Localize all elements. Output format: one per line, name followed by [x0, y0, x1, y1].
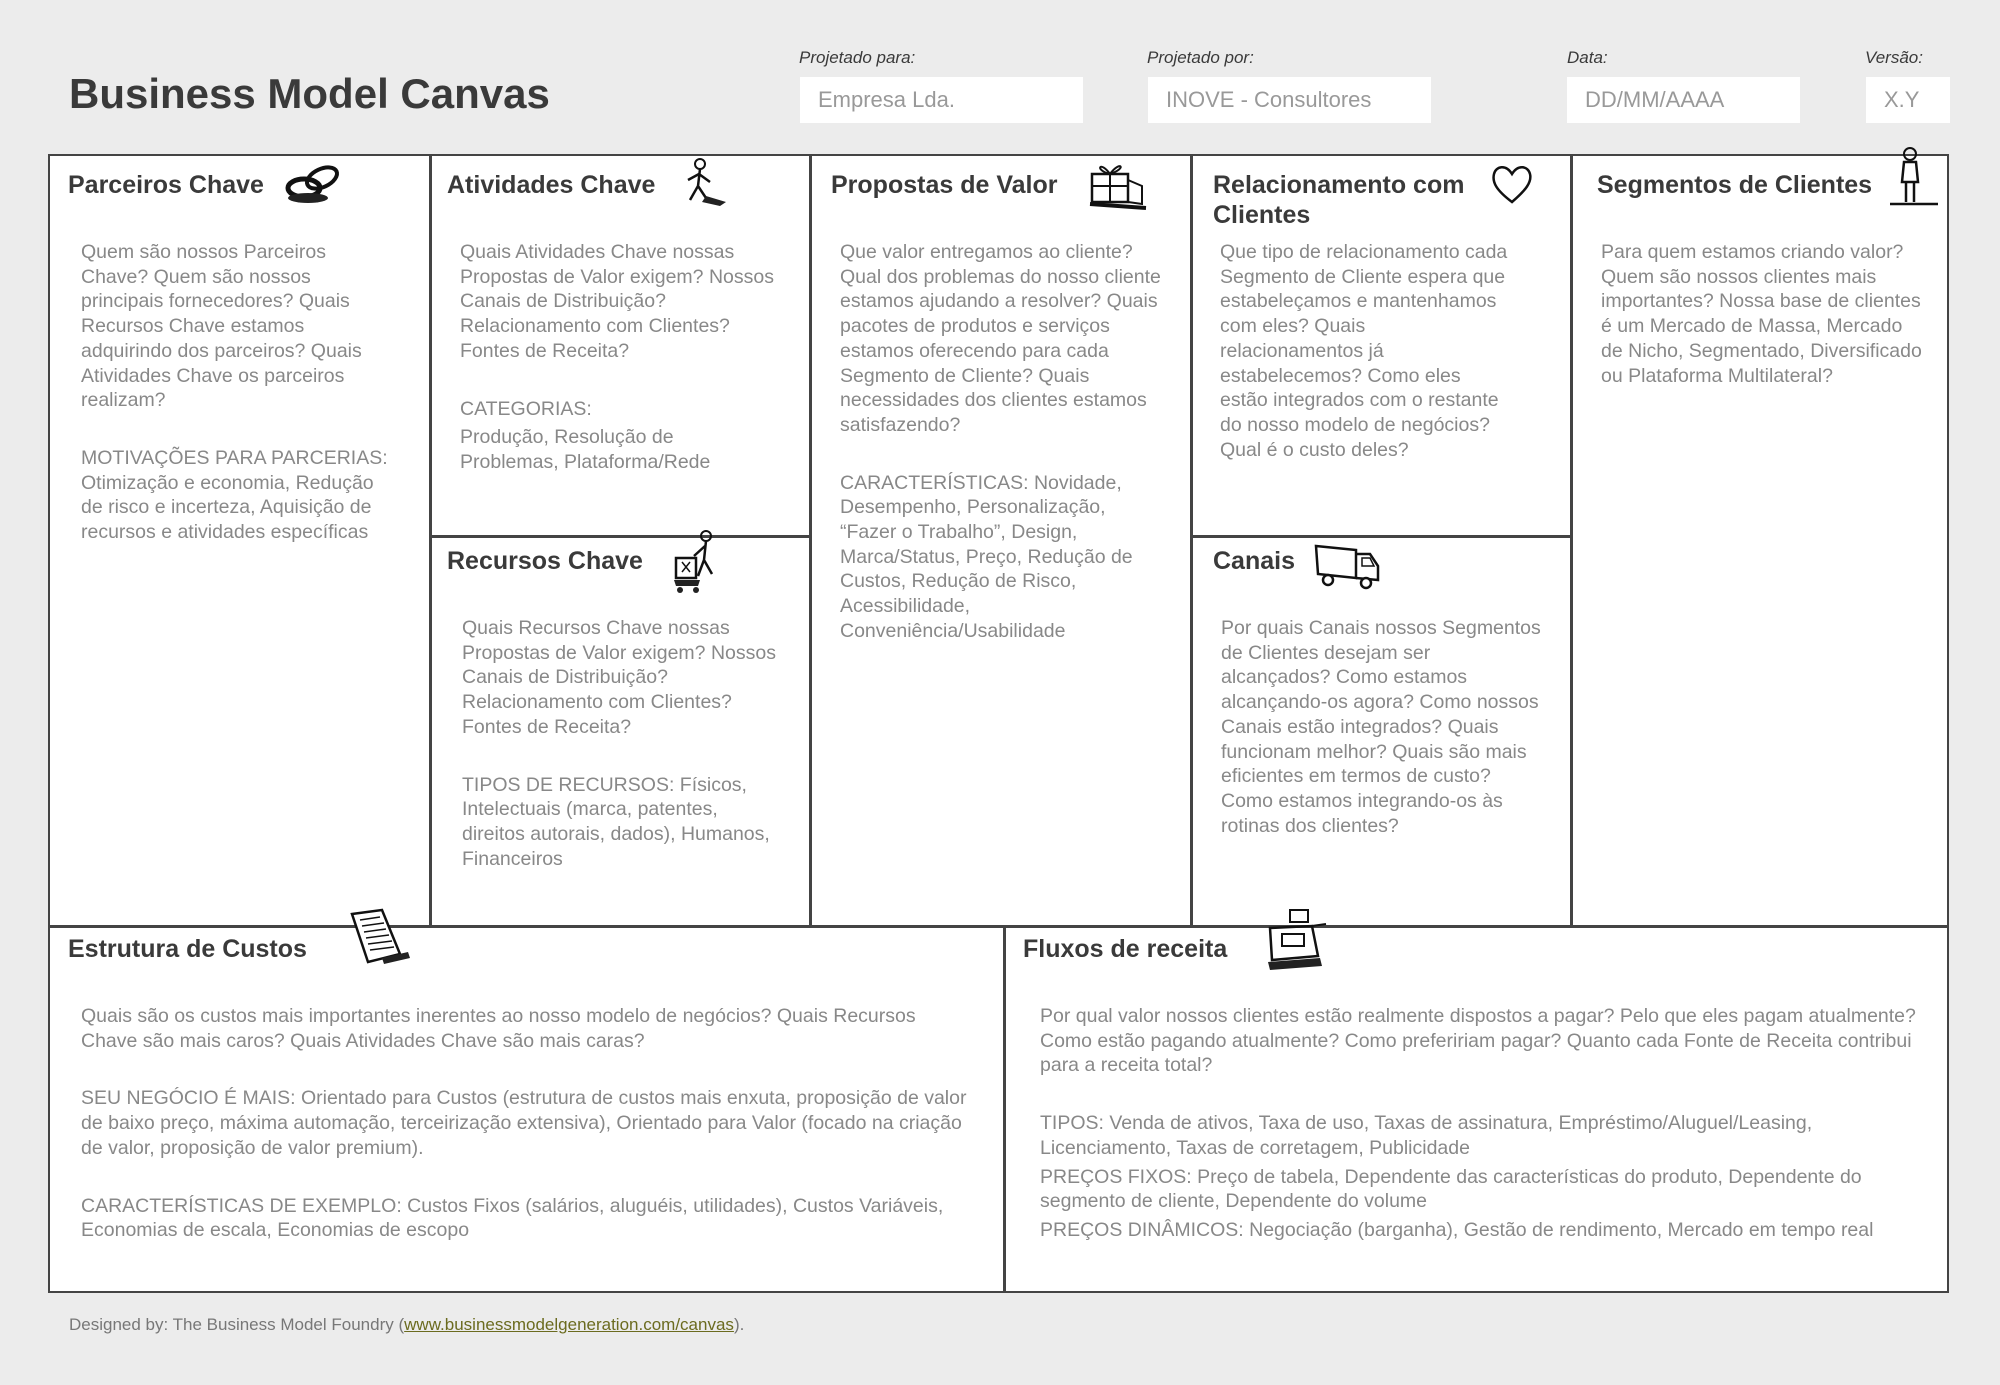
divider: [1570, 156, 1573, 926]
truck-icon: [1312, 540, 1384, 592]
key-activities-questions: Quais Atividades Chave nossas Propostas de Valor exigem? Nossos Canais de Distribuição? Relacionamento com Clientes? Fontes de Receita?: [460, 241, 774, 362]
customer-segments-cell[interactable]: [1597, 170, 1927, 421]
version-field[interactable]: X.Y: [1866, 77, 1950, 123]
key-activities-categories: Produção, Resolução de Problemas, Plataforma/Rede: [460, 426, 711, 473]
cost-structure-questions: Quais são os custos mais importantes inerentes ao nosso modelo de negócios? Quais Recursos Chave são mais caros? Quais Atividades Chave são mais caras?: [81, 1005, 916, 1052]
revenue-streams-cell[interactable]: [1023, 934, 1938, 1276]
revenue-streams-title: Fluxos de receita: [1023, 935, 1228, 963]
designed-by-field[interactable]: INOVE - Consultores: [1148, 77, 1431, 123]
key-partners-cell[interactable]: [68, 170, 398, 578]
cost-structure-title: Estrutura de Custos: [68, 935, 307, 963]
cost-structure-business-type: SEU NEGÓCIO É MAIS: Orientado para Custos (estrutura de custos mais enxuta, proposição de valor de baixo preço, máxima automação, terceirização extensiva), Orientado para Valor (focado na criação de valor, proposição de valor premium).: [81, 1087, 967, 1159]
worker-icon: [680, 156, 736, 208]
footer-credit: [69, 1315, 744, 1335]
key-partners-title: Parceiros Chave: [68, 171, 264, 199]
cost-structure-characteristics: CARACTERÍSTICAS DE EXEMPLO: Custos Fixos (salários, aluguéis, utilidades), Custos Variáveis, Economias de escala, Economias de escopo: [81, 1194, 944, 1242]
value-propositions-questions: Que valor entregamos ao cliente? Qual dos problemas do nosso cliente estamos ajudando a resolver? Quais pacotes de produtos e serviços estamos oferecendo para cada Segmento de Cliente? Quais necessidades dos clientes estamos satisfazendo?: [840, 241, 1161, 436]
footer-link[interactable]: www.businessmodelgeneration.com/canvas: [404, 1315, 734, 1334]
channels-cell[interactable]: [1213, 546, 1543, 871]
gift-icon: [1086, 156, 1150, 212]
revenue-streams-questions: Por qual valor nossos clientes estão realmente dispostos a pagar? Pelo que eles pagam atualmente? Como estão pagando atualmente? Como prefeririam pagar? Quanto cada Fonte de Receita contribui para a receita total?: [1040, 1005, 1916, 1077]
version-label: Versão:: [1865, 48, 1923, 67]
key-activities-title: Atividades Chave: [447, 171, 656, 199]
divider: [430, 535, 811, 538]
customer-relationships-title: Relacionamento com Clientes: [1213, 171, 1465, 229]
key-resources-types: TIPOS DE RECURSOS: Físicos, Intelectuais (marca, patentes, direitos autorais, dados), Humanos, Financeiros: [462, 773, 770, 870]
footer-prefix: Designed by: The Business Model Foundry (: [69, 1315, 405, 1334]
customer-segments-title: Segmentos de Clientes: [1597, 171, 1873, 199]
revenue-streams-types: TIPOS: Venda de ativos, Taxa de uso, Taxas de assinatura, Empréstimo/Aluguel/Leasing, Licenciamento, Taxas de corretagem, Publicidade: [1040, 1112, 1813, 1159]
divider: [1003, 926, 1006, 1293]
person-icon: [1886, 146, 1940, 208]
heart-icon: [1490, 162, 1534, 206]
chain-link-icon: [282, 158, 344, 208]
revenue-streams-dynamic-pricing: PREÇOS DINÂMICOS: Negociação (barganha), Gestão de rendimento, Mercado em tempo real: [1040, 1218, 1874, 1241]
divider: [50, 925, 1947, 928]
key-activities-categories-label: CATEGORIAS:: [460, 397, 592, 420]
footer-suffix: ).: [733, 1315, 745, 1334]
customer-segments-questions: Para quem estamos criando valor? Quem são nossos clientes mais importantes? Nossa base de clientes é um Mercado de Massa, Mercado de Nicho, Segmentado, Diversificado ou Plataforma Multilateral?: [1601, 241, 1922, 387]
value-propositions-characteristics: CARACTERÍSTICAS: Novidade, Desempenho, Personalização, “Fazer o Trabalho”, Design, Marca/Status, Preço, Redução de Custos, Redução de Risco, Acessibilidade, Conveniência/Usabilidade: [840, 471, 1133, 642]
designed-for-field[interactable]: Empresa Lda.: [800, 77, 1083, 123]
date-field[interactable]: DD/MM/AAAA: [1567, 77, 1800, 123]
date-label: Data:: [1567, 48, 1608, 67]
channels-title: Canais: [1213, 547, 1295, 575]
page-title: Business Model Canvas: [69, 70, 550, 117]
key-resources-title: Recursos Chave: [447, 547, 643, 575]
divider: [1191, 535, 1572, 538]
customer-relationships-cell[interactable]: [1213, 170, 1513, 495]
value-propositions-title: Propostas de Valor: [831, 171, 1058, 199]
revenue-streams-fixed-pricing: PREÇOS FIXOS: Preço de tabela, Dependente das características do produto, Dependente do segmento de cliente, Dependente do volume: [1040, 1165, 1862, 1213]
designed-for-label: Projetado para:: [799, 48, 916, 67]
divider: [1190, 156, 1193, 926]
cash-register-icon: [1262, 906, 1330, 972]
key-activities-cell[interactable]: [447, 170, 777, 508]
key-partners-questions: Quem são nossos Parceiros Chave? Quem são nossos principais fornecedores? Quais Recursos Chave estamos adquirindo dos parceiros? Quais Atividades Chave os parceiros realizam?: [81, 241, 362, 412]
key-partners-motivations: MOTIVAÇÕES PARA PARCERIAS: Otimização e economia, Redução de risco e incerteza, Aquisição de recursos e atividades específicas: [81, 446, 388, 544]
divider: [809, 156, 812, 926]
customer-relationships-questions: Que tipo de relacionamento cada Segmento de Cliente espera que estabeleçamos e mantenhamos com eles? Quais relacionamentos já estabelecemos? Como eles estão integrados com o restante do nosso modelo de negócios? Qual é o custo deles?: [1220, 241, 1508, 461]
value-propositions-cell[interactable]: [831, 170, 1161, 677]
hand-truck-icon: [668, 528, 728, 596]
designed-by-label: Projetado por:: [1147, 48, 1254, 67]
cost-structure-cell[interactable]: [68, 934, 968, 1276]
key-resources-cell[interactable]: [447, 546, 777, 904]
channels-questions: Por quais Canais nossos Segmentos de Clientes desejam ser alcançados? Como estamos alcançando-os agora? Como nossos Canais estão integrados? Quais funcionam melhor? Quais são mais eficientes em termos de custo? Como estamos integrando-os às rotinas dos clientes?: [1221, 617, 1541, 837]
key-resources-questions: Quais Recursos Chave nossas Propostas de Valor exigem? Nossos Canais de Distribuição? Relacionamento com Clientes? Fontes de Receita?: [462, 617, 776, 738]
receipt-icon: [342, 908, 414, 970]
divider: [429, 156, 432, 926]
